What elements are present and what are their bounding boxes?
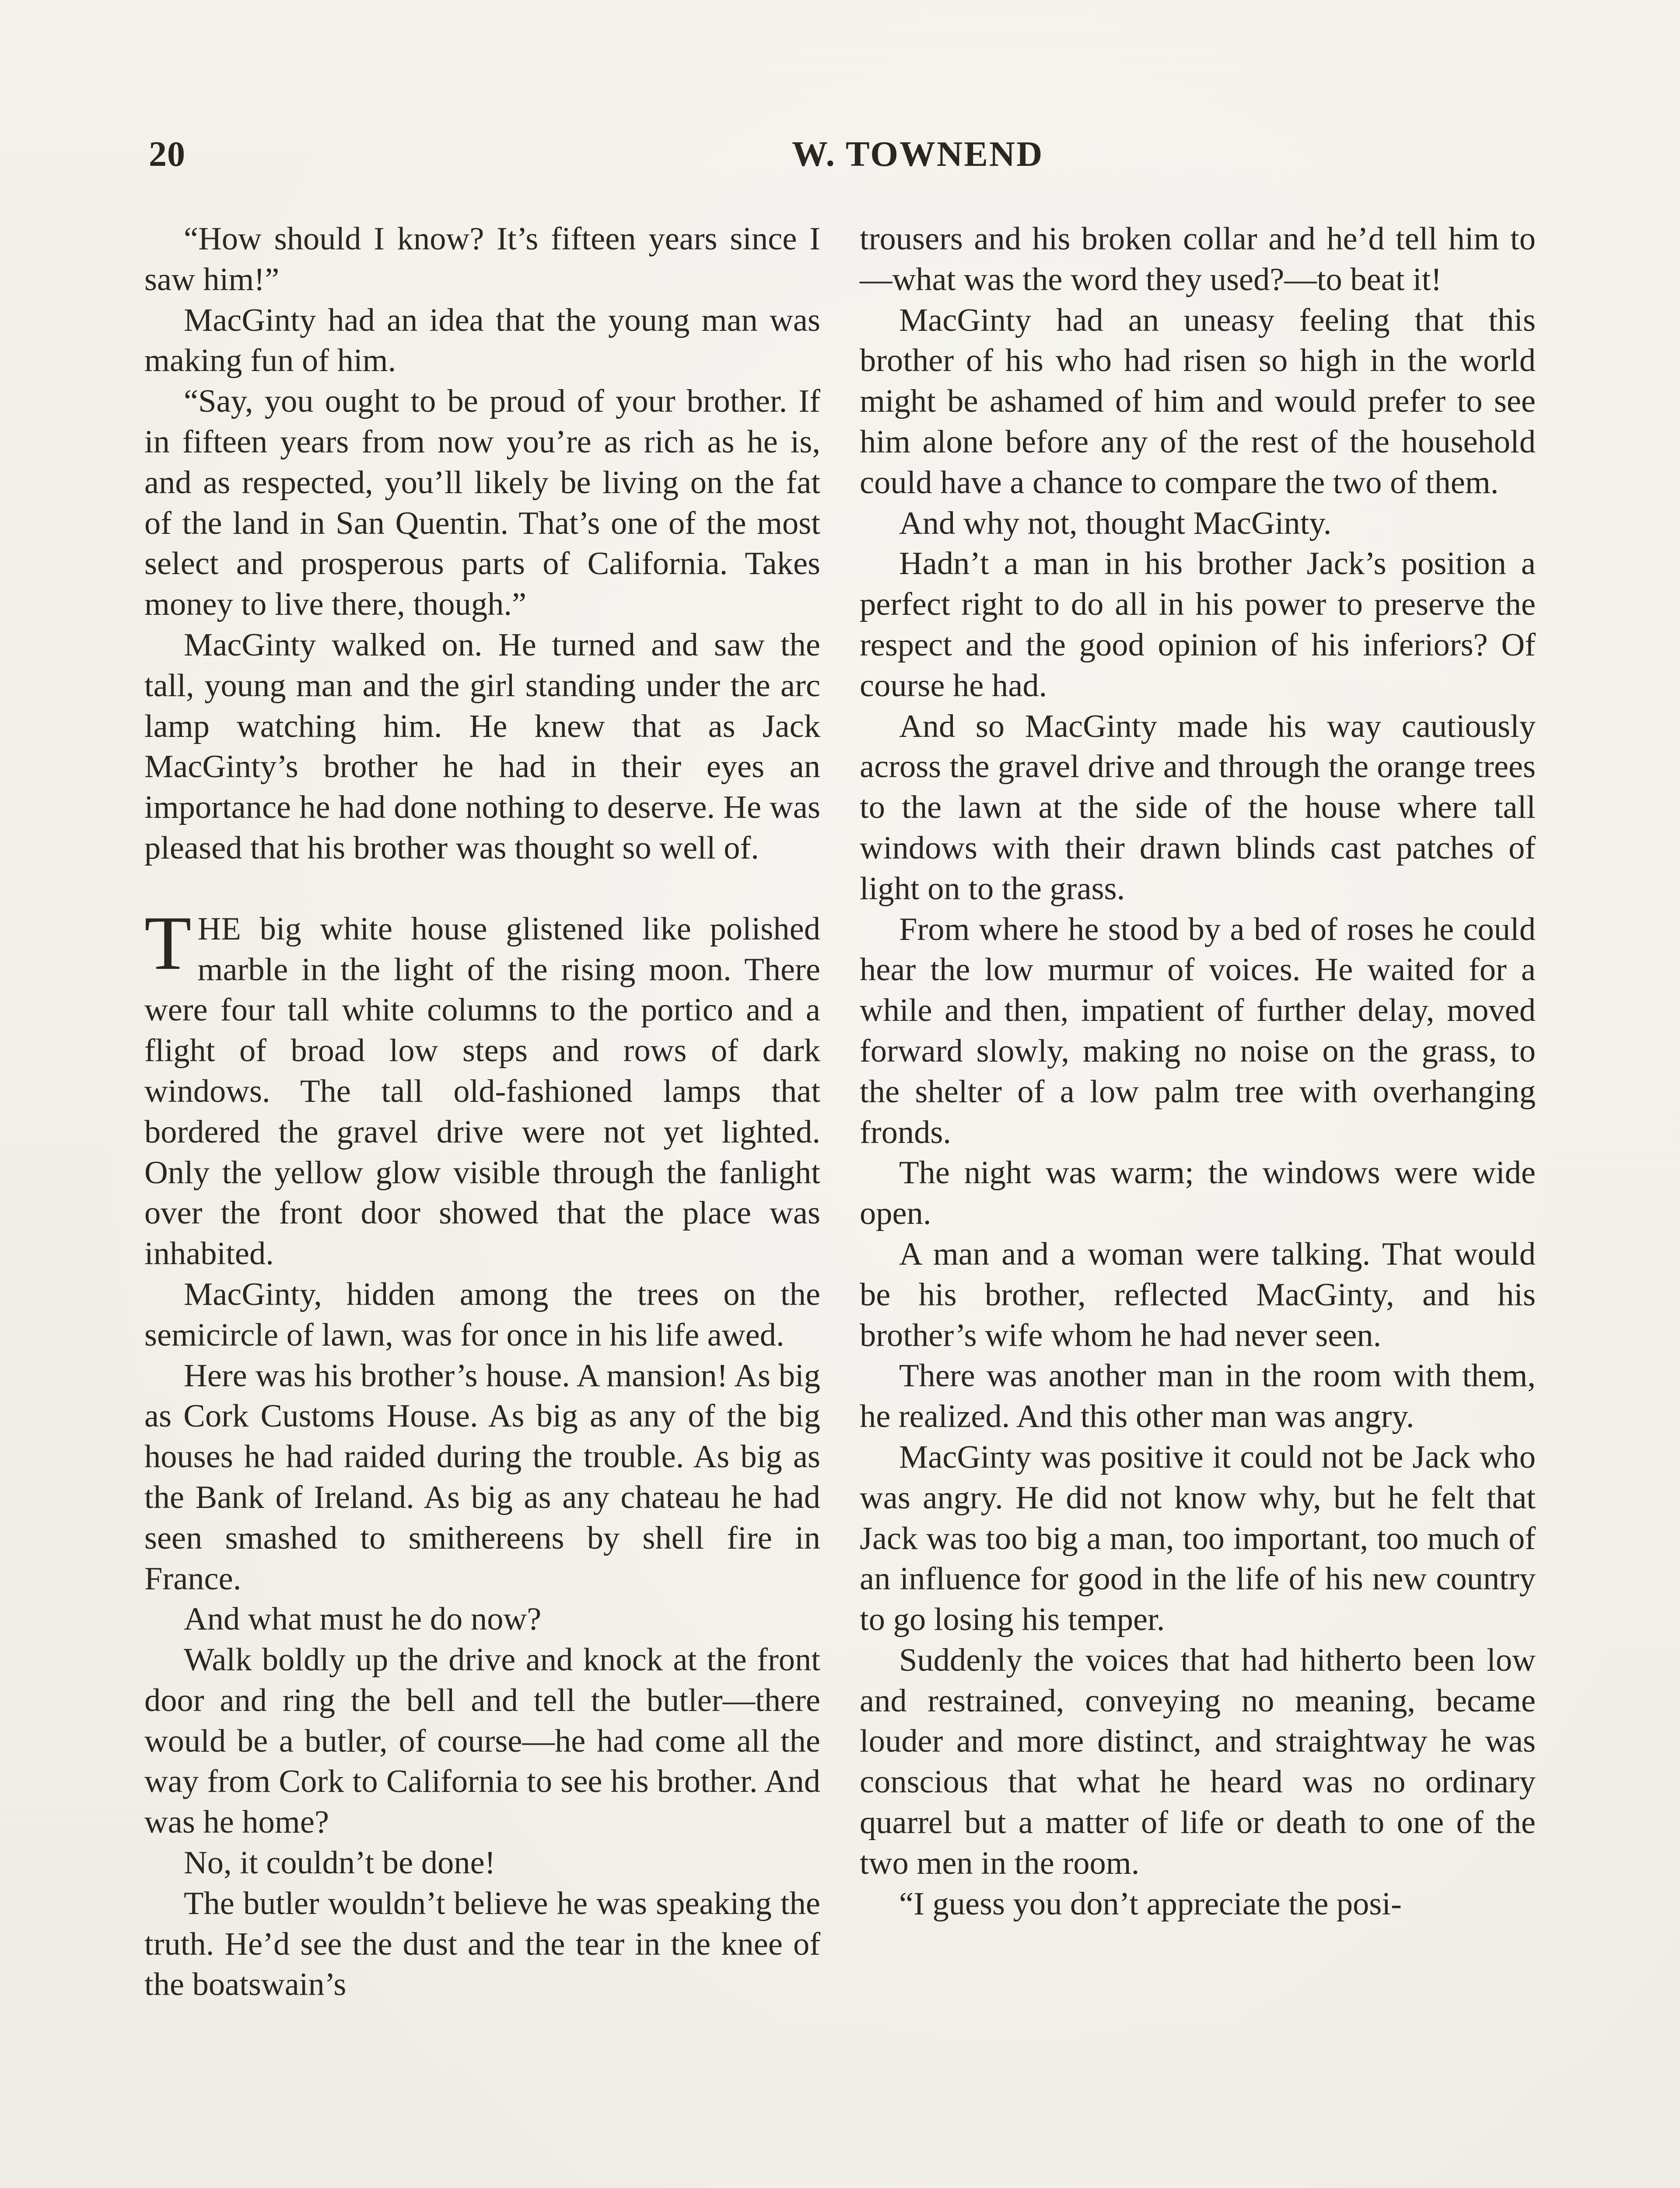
drop-cap: T bbox=[144, 900, 192, 986]
paragraph: “I guess you don’t appreciate the posi- bbox=[899, 1886, 1402, 1922]
paragraph: And what must he do now? bbox=[184, 1601, 542, 1637]
section-opening-text: HE big white house glistened like polished marble in the light of the rising moon. There were four tall white columns to the portico and a flight of broad low steps and rows of dark windows. The tall old-fashioned lamps that bordered the gravel drive were not yet lighted. Only the yellow glow visible through the fanlight over the front door showed that the place was inhabited. bbox=[144, 911, 820, 1272]
page-header bbox=[144, 133, 1544, 182]
paragraph: MacGinty had an idea that the young man was making fun of him. bbox=[144, 302, 820, 379]
paragraph: Hadn’t a man in his brother Jack’s position a perfect right to do all in his power to preserve the respect and the good opinion of his inferiors? Of course he had. bbox=[860, 546, 1536, 704]
paragraph: The night was warm; the windows were wide open. bbox=[860, 1155, 1536, 1232]
paragraph: There was another man in the room with them, he realized. And this other man was angry. bbox=[860, 1358, 1536, 1435]
paragraph: From where he stood by a bed of roses he could hear the low murmur of voices. He waited for a while and then, impatient of further delay, moved forward slowly, making no noise on the grass, to the shelter of a low palm tree with overhanging fronds. bbox=[860, 911, 1536, 1150]
section-opening-paragraph bbox=[144, 900, 820, 1274]
right-column bbox=[860, 219, 1536, 1924]
running-head-author: W. TOWNEND bbox=[792, 134, 1044, 174]
paragraph: And why not, thought MacGinty. bbox=[899, 505, 1332, 541]
paragraph: “Say, you ought to be proud of your brother. If in fifteen years from now you’re as rich as he is, and as respected, you’ll likely be living on the fat of the land in San Quentin. That’s one of the most select and prosperous parts of California. Takes money to live there, though.” bbox=[144, 383, 820, 623]
page-number: 20 bbox=[149, 134, 186, 174]
paragraph: MacGinty, hidden among the trees on the semicircle of lawn, was for once in his life awed. bbox=[144, 1276, 820, 1353]
paragraph: The butler wouldn’t believe he was speaking the truth. He’d see the dust and the tear in the knee of the boatswain’s bbox=[144, 1885, 820, 2003]
paragraph: No, it couldn’t be done! bbox=[184, 1845, 496, 1881]
paragraph: MacGinty was positive it could not be Jack who was angry. He did not know why, but he felt that Jack was too big a man, too important, too much of an influence for good in the life of his new country to go losing his temper. bbox=[860, 1439, 1536, 1638]
paragraph: A man and a woman were talking. That would be his brother, reflected MacGinty, and his brother’s wife whom he had never seen. bbox=[860, 1236, 1536, 1353]
paragraph: “How should I know? It’s fifteen years since I saw him!” bbox=[144, 221, 820, 298]
paragraph: And so MacGinty made his way cautiously across the gravel drive and through the orange trees to the lawn at the side of the house where tall windows with their drawn blinds cast patches of light on to the grass. bbox=[860, 708, 1536, 907]
paragraph: Suddenly the voices that had hitherto been low and restrained, conveying no meaning, became louder and more distinct, and straightway he was conscious that what he heard was no ordinary quarrel but a matter of life or death to one of the two men in the room. bbox=[860, 1642, 1536, 1881]
paragraph: MacGinty walked on. He turned and saw the tall, young man and the girl standing under the arc lamp watching him. He knew that as Jack MacGinty’s brother he had in their eyes an importance he had done nothing to deserve. He was pleased that his brother was thought so well of. bbox=[144, 627, 820, 866]
paragraph: Here was his brother’s house. A mansion! As big as Cork Customs House. As big as any of the big houses he had raided during the trouble. As big as the Bank of Ireland. As big as any chateau he had seen smashed to smithereens by shell fire in France. bbox=[144, 1357, 820, 1597]
continued-paragraph: trousers and his broken collar and he’d tell him to—what was the word they used?—to beat it! bbox=[860, 221, 1536, 298]
left-column bbox=[144, 219, 820, 2005]
paragraph: MacGinty had an uneasy feeling that this brother of his who had risen so high in the world might be ashamed of him and would prefer to see him alone before any of the rest of the household could have a chance to compare the two of them. bbox=[860, 302, 1536, 501]
paragraph: Walk boldly up the drive and knock at the front door and ring the bell and tell the butler—there would be a butler, of course—he had come all the way from Cork to California to see his brother. And was he home? bbox=[144, 1642, 820, 1841]
